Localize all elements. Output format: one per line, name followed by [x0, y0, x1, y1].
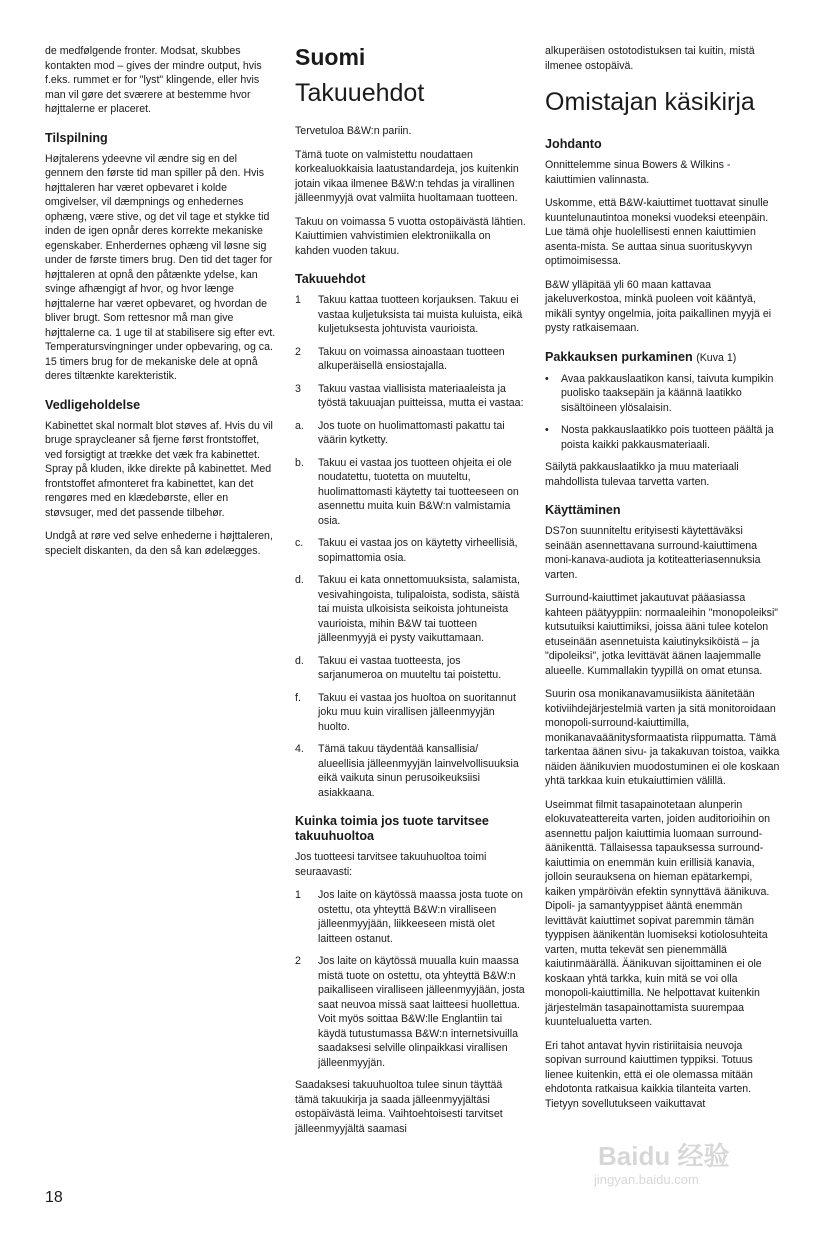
- bullet-icon: •: [545, 372, 549, 385]
- list-marker: 1: [295, 294, 301, 306]
- list-text: Takuu kattaa tuotteen korjauksen. Takuu ei vastaa kuljetuksista tai muista kuluista, eikä kuljetuksesta johtuvista vaurioista.: [318, 294, 523, 335]
- paragraph: Uskomme, että B&W-kaiuttimet tuottavat sinulle kuuntelunautintoa moneksi vuodeksi eteenpäin. Lue tämä ohje huolellisesti ennen kaiuttimien asenta-mista. Se auttaa sinua suorituskyvyn optimoimisessa.: [545, 197, 769, 267]
- list-marker: b.: [295, 456, 304, 469]
- list-marker: 2: [295, 955, 301, 967]
- page-title-warranty: Takuuehdot: [295, 79, 425, 107]
- paragraph: Eri tahot antavat hyvin ristiriitaisia neuvoja sopivan surround kaiuttimen typpiksi. Totuus lienee kuitenkin, että ei ole olemassa mitään ehdotonta ratkaisua kaikkia tilanteita varten. Tietyyn sovellutukseen vaikuttavat: [545, 1039, 753, 1110]
- list-text: Takuu ei vastaa jos tuotteen ohjeita ei ole noudatettu, tuotetta on muuteltu, huolimattomasti käytetty tai tuotteeseen on asennettu muita kuin B&W:n valmistamia osia.: [318, 456, 519, 527]
- paragraph: de medfølgende fronter. Modsat, skubbes kontakten mod – gives der mindre output, hvis f.eks. rummet er for "lyst" klingende, eller hvis man vil gøre det sværere at bestemme hvor højttalerne er placeret.: [45, 45, 262, 115]
- page-title-owners-manual: Omistajan käsikirja: [545, 88, 755, 116]
- language-heading: Suomi: [295, 44, 366, 70]
- terms-list: [295, 293, 527, 800]
- figure-reference: (Kuva 1): [696, 351, 737, 364]
- paragraph: B&W ylläpitää yli 60 maan kattavaa jakeluverkostoa, minkä puoleen voit kääntyä, mikäli syntyy ongelmia, joita paikallinen myyjä ei pysty ratkaisemaan.: [545, 278, 772, 334]
- paragraph: Onnittelemme sinua Bowers & Wilkins -kaiuttimien valinnasta.: [545, 159, 731, 186]
- list-item: [295, 345, 527, 374]
- list-item: [295, 888, 527, 946]
- list-text: Jos laite on käytössä muualla kuin maassa mistä tuote on ostettu, ota yhteyttä B&W:n paikalliseen viralliseen jälleenmyyjään, josta saat neuvoa missä saat laitteesi huollettua. Voit myös soittaa B&W:lle Englantiin tai käydä tutustumassa B&W:n internetsivuilla saadaksesi selville olinpaikkasi virallisen jälleenmyyjän.: [318, 955, 525, 1069]
- unpack-list: [545, 372, 780, 453]
- column-danish: [45, 44, 277, 567]
- paragraph: Jos tuotteesi tarvitsee takuuhuoltoa toimi seuraavasti:: [295, 851, 487, 878]
- watermark-url: jingyan.baidu.com: [594, 1172, 699, 1187]
- paragraph: Kabinettet skal normalt blot støves af. Hvis du vil bruge spraycleaner så fjerne først frontstoffet, ved forsigtigt at trække det væk fra kabinettet. Spray på kluden, ikke direkte på kabinettet. Med frontstoffet afmonteret fra kabinettet, kan det rengøres med en klædebørste, eller en støvsuger, med det passende tilbehør.: [45, 419, 273, 519]
- list-text: Jos tuote on huolimattomasti pakattu tai väärin kytketty.: [318, 419, 505, 446]
- list-marker: d.: [295, 654, 304, 667]
- list-marker: 1: [295, 889, 301, 901]
- list-item: [295, 419, 527, 448]
- list-text: Takuu ei vastaa tuotteesta, jos sarjanumeroa on muuteltu tai poistettu.: [318, 654, 502, 681]
- section-heading-vedligeholdelse: Vedligeholdelse: [45, 397, 141, 412]
- list-item: [295, 654, 527, 683]
- heading-text: Pakkauksen purkaminen: [545, 349, 693, 364]
- list-text: Takuu ei vastaa jos on käytetty virheellisiä, sopimattomia osia.: [318, 537, 518, 564]
- watermark: [590, 1120, 790, 1190]
- list-marker: 4.: [295, 743, 304, 755]
- list-item: [295, 691, 527, 735]
- paragraph: Tervetuloa B&W:n pariin.: [295, 125, 412, 137]
- list-text: Takuu on voimassa ainoastaan tuotteen alkuperäisellä ensiostajalla.: [318, 345, 505, 372]
- paragraph: Tämä tuote on valmistettu noudattaen korkealuokkaisia laatustandardeja, jos kuitenkin jotain vikaa ilmenee B&W:n tehdas ja virallinen jälleenmyyjä ovat valmiita huoltamaan tuotteen.: [295, 148, 519, 204]
- list-item: [295, 742, 527, 800]
- section-heading-intro: Johdanto: [545, 137, 602, 151]
- list-item: [295, 954, 527, 1070]
- list-item: [295, 456, 527, 529]
- column-warranty: [295, 44, 527, 1145]
- paragraph: Surround-kaiuttimet jakautuvat pääasiassa kahteen päätyyppiin: normaaleihin "monopoleiksi" kutsutuiksi kaiuttimiksi, joissa ääni tulee kotelon etuseinään asennetuista kaiutinyksiköistä – ja "dipoleiksi", jotka levittävät äänen laajemmalle alueelle. Kummallakin tyypillä on omat etunsa.: [545, 592, 779, 677]
- list-marker: f.: [295, 691, 301, 704]
- paragraph: Suurin osa monikanavamusiikista äänitetään kotiviihdejärjestelmiä varten ja sitä monitoroidaan monopoli-surround-kaiuttimilla, monikanavaäänitysformaatista riippumatta. Tämä tarkentaa äänen sivu- ja takakuvan toistoa, vaikka näiden äänikuvien muodostuminen ei ole koskaan yhtä tarkkaa kuin etukaiuttimien välillä.: [545, 688, 780, 787]
- list-marker: a.: [295, 419, 304, 432]
- list-marker: c.: [295, 537, 304, 549]
- list-item: [295, 382, 527, 411]
- list-text: Nosta pakkauslaatikko pois tuotteen päältä ja poista kaikki pakkausmateriaali.: [561, 424, 774, 451]
- list-marker: 2: [295, 345, 301, 358]
- list-text: Avaa pakkauslaatikon kansi, taivuta kumpikin puolisko taaksepäin ja käännä laatikko sisältöineen ylösalaisin.: [561, 372, 774, 414]
- list-text: Takuu vastaa viallisista materiaaleista ja työstä takuuajan puitteissa, mutta ei vastaa:: [318, 382, 524, 409]
- paragraph: Undgå at røre ved selve enhederne i højttaleren, specielt diskanten, da den så kan ødelægges.: [45, 530, 273, 557]
- section-heading-unpacking: [545, 350, 780, 366]
- paragraph: Säilytä pakkauslaatikko ja muu materiaali mahdollista tulevaa tarvetta varten.: [545, 461, 739, 488]
- list-text: Tämä takuu täydentää kansallisia/ alueellisia jälleenmyyjän lainvelvollisuuksia eikä vaikuta sinun perusoikeuksiisi asiakkaana.: [318, 743, 519, 799]
- paragraph: Højtalerens ydeevne vil ændre sig en del gennem den første tid man spiller på den. Hvis højttaleren har været opbevaret i kolde omgivelser, vil dæmpnings og enhedernes ophæng, være stive, og det vil tage et stykke tid inden de igen opnår deres korrekte mekaniske egenskaber. Enherdernes ophæng vil løsne sig under de første timers brug. Den tid det tager for højttaleren at opnå den påtænkte ydelse, kan svinge afhængigt af hvor, og hvor længe højttalerne har været opbevaret, og hvordan de bliver brugt. Som rettesnor må man give højttalerne ca. 1 uge til at stabilisere sig efter evt. Temperatursvingninger under opbevaring, og ca. 15 timers brug for de mekaniske dele at opnå deres tiltænkte karekteristik.: [45, 152, 276, 382]
- section-heading-tilspilning: Tilspilning: [45, 130, 108, 145]
- list-item: [295, 293, 527, 337]
- list-marker: d.: [295, 574, 304, 586]
- service-list: [295, 888, 527, 1070]
- paragraph: Takuu on voimassa 5 vuotta ostopäivästä lähtien. Kaiuttimien vahvistimien elektroniikalla on kahden vuoden takuu.: [295, 215, 526, 257]
- paragraph: Useimmat filmit tasapainotetaan alunperin elokuvateattereita varten, joiden auditorioihin on asennettu paljon kaiuttimia luomaan surround-äänikenttä. Tällaisessa tapauksessa surround-kaiuttimia on enemmän kuin erillisiä kanavia, jolloin seurauksena on hieman epätarkempi, kaiken ympäröivän efektin synnyttävä äänikuva. Dipoli- ja samantyyppiset ääntä enemmän levittävät kaiuttimet sopivat paremmin tämän tyyppisen äänikentän luomiseksi kotiolosuhteita varten, mutta tekevät sen pienemmällä kaiutinmäärällä. Äänikuvan sijoittaminen ei ole koskaan yhtä tarkka, kuin mitä se voi olla monopoli-kaiuttimilla. Ne helpottavat kuitenkin järjestelmän tasapainottamista suurempaa kuuntelualuetta varten.: [545, 798, 770, 1028]
- list-text: Jos laite on käytössä maassa josta tuote on ostettu, ota yhteyttä B&W:n viralliseen jälleenmyyjään, liikkeeseen mistä olet laitteen ostanut.: [318, 889, 523, 945]
- list-text: Takuu ei kata onnettomuuksista, salamista, vesivahingoista, tulipaloista, sodista, säistä tai muista ulkoisista seikoista johtuneista vaurioista, mihin B&W tai tuotteen jälleenmyyjä ei pysty vaikuttamaan.: [318, 574, 520, 644]
- column-owners-manual: [545, 44, 780, 1120]
- watermark-logo-text: Baidu 经验: [598, 1141, 730, 1171]
- list-item: [295, 573, 527, 646]
- section-heading-terms: Takuuehdot: [295, 272, 366, 286]
- list-text: Takuu ei vastaa jos huoltoa on suoritannut joku muu kuin virallisen jälleenmyyjän huolto.: [318, 691, 516, 733]
- list-item: [545, 372, 780, 416]
- list-item: [545, 423, 780, 452]
- section-heading-usage: Käyttäminen: [545, 503, 621, 517]
- page-number: 18: [45, 1189, 63, 1206]
- bullet-icon: •: [545, 424, 549, 436]
- paragraph: Saadaksesi takuuhuoltoa tulee sinun täyttää tämä takuukirja ja saada jälleenmyyjältäsi ostopäivästä leima. Vaihtoehtoisesti tarvitset jälleenmyyjältä saamasi: [295, 1079, 503, 1135]
- paragraph: alkuperäisen ostotodistuksen tai kuitin, mistä ilmenee ostopäivä.: [545, 45, 755, 72]
- section-heading-service: Kuinka toimia jos tuote tarvitsee takuuhuoltoa: [295, 814, 489, 843]
- paragraph: DS7on suunniteltu erityisesti käytettäväksi seinään asennettavana surround-kaiuttimena moni-kanava-audiota ja kotiteatteriasennuksia varten.: [545, 525, 761, 581]
- list-item: [295, 536, 527, 565]
- list-marker: 3: [295, 382, 301, 395]
